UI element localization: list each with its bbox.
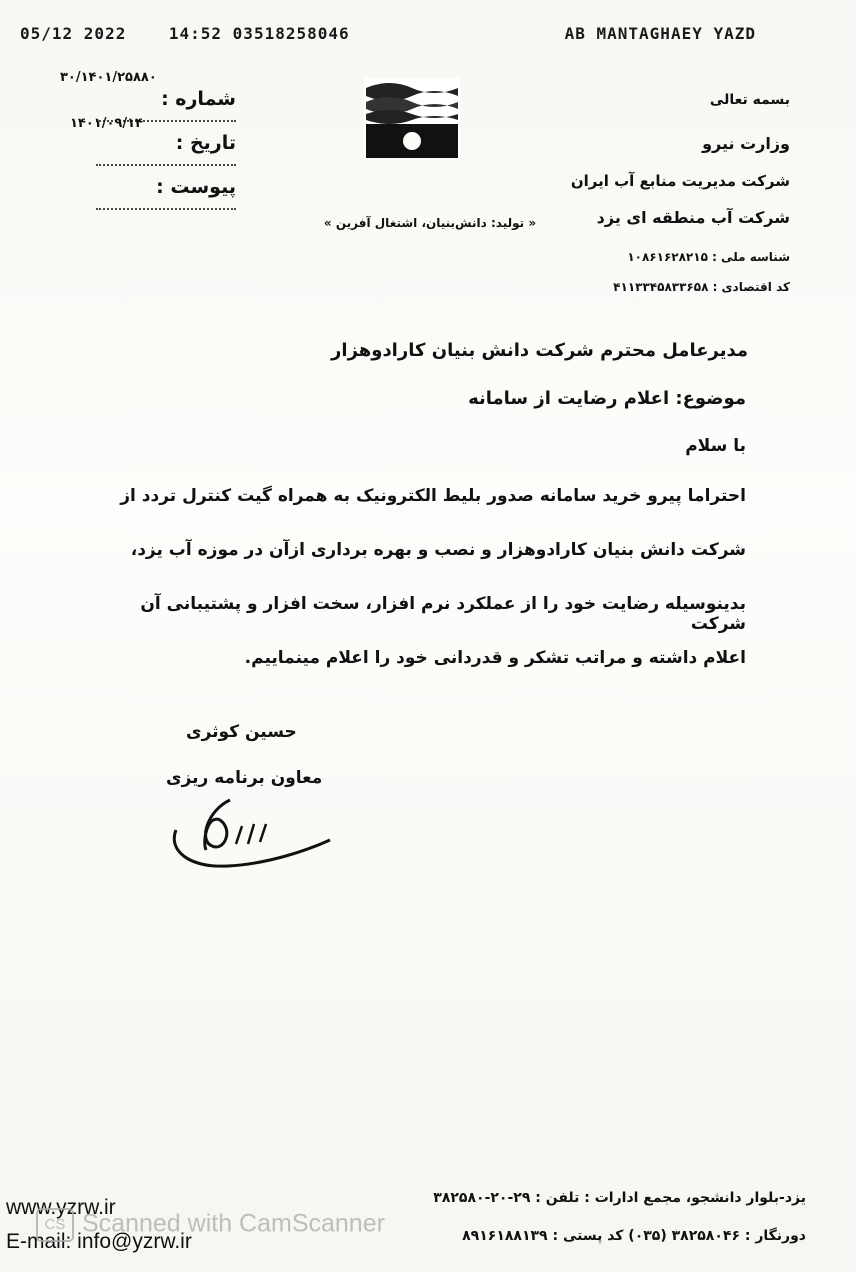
footer-address: یزد-بلوار دانشجو، مجمع ادارات : تلفن : ۲۹-۲۰-۳۸۲۵۸۰ xyxy=(433,1190,806,1206)
camscanner-watermark xyxy=(36,1208,385,1242)
letter-attachment-label: پیوست : xyxy=(156,176,236,198)
slogan: « تولید: دانش‌بنیان، اشتغال آفرین » xyxy=(323,216,537,230)
letter-date-line xyxy=(96,164,236,166)
footer-website: www.yzrw.ir xyxy=(6,1196,116,1219)
paragraph-line: شرکت دانش بنیان کارادوهزار و نصب و بهره برداری ازآن در موزه آب یزد، xyxy=(130,540,746,560)
fax-header-left xyxy=(20,24,350,43)
fax-time: 14:52 xyxy=(168,24,223,43)
footer-email: E-mail: info@yzrw.ir xyxy=(6,1230,192,1253)
fax-sender: AB MANTAGHAEY YAZD xyxy=(564,24,756,43)
letter-date-label: تاریخ : xyxy=(175,132,236,154)
letter-date-row xyxy=(36,132,236,173)
fax-date: 05/12 2022 xyxy=(20,24,127,43)
signatory-name: حسین کوثری xyxy=(186,722,297,742)
letter-attachment-line xyxy=(96,208,236,210)
letter-number-value: ۳۰/۱۴۰۱/۲۵۸۸۰ xyxy=(60,70,157,85)
ministry-name: وزارت نیرو xyxy=(702,134,790,153)
camscanner-text: Scanned with CamScanner xyxy=(82,1209,385,1238)
water-company-logo xyxy=(362,76,462,160)
paragraph-line: اعلام داشته و مراتب تشکر و قدردانی خود را اعلام مینماییم. xyxy=(244,648,746,668)
signatory-title: معاون برنامه ریزی xyxy=(166,768,323,788)
footer-fax-postal: دورنگار : ۳۸۲۵۸۰۴۶ (۰۳۵) کد پستی : ۸۹۱۶۱۸۸۱۳۹ xyxy=(462,1228,806,1244)
letter-attachment-row xyxy=(36,176,236,217)
company-name: شرکت آب منطقه ای یزد xyxy=(596,208,790,227)
greeting: با سلام xyxy=(685,436,746,456)
parent-company-name: شرکت مدیریت منابع آب ایران xyxy=(570,172,790,190)
recipient: مدیرعامل محترم شرکت دانش بنیان کارادوهزار xyxy=(331,340,748,361)
paragraph-line: بدینوسیله رضایت خود را از عملکرد نرم افزار، سخت افزار و پشتیبانی آن شرکت xyxy=(140,594,746,634)
letter-date-value: ۱۴۰۱/۰۹/۱۴ xyxy=(70,116,143,131)
camscanner-logo-icon: CS xyxy=(36,1208,74,1242)
handwritten-signature xyxy=(168,790,338,880)
fax-phone: 03518258046 xyxy=(232,24,350,43)
bismillah: بسمه تعالی xyxy=(709,92,790,108)
national-id: شناسه ملی : ۱۰۸۶۱۶۲۸۲۱۵ xyxy=(627,250,790,264)
letter-number-label: شماره : xyxy=(161,88,236,110)
paragraph-line: احتراما پیرو خرید سامانه صدور بلیط الکترونیک به همراه گیت کنترل تردد از xyxy=(120,486,746,506)
economic-code: کد اقتصادی : ۴۱۱۳۳۴۵۸۳۳۶۵۸ xyxy=(613,280,790,294)
subject: موضوع: اعلام رضایت از سامانه xyxy=(468,388,746,409)
